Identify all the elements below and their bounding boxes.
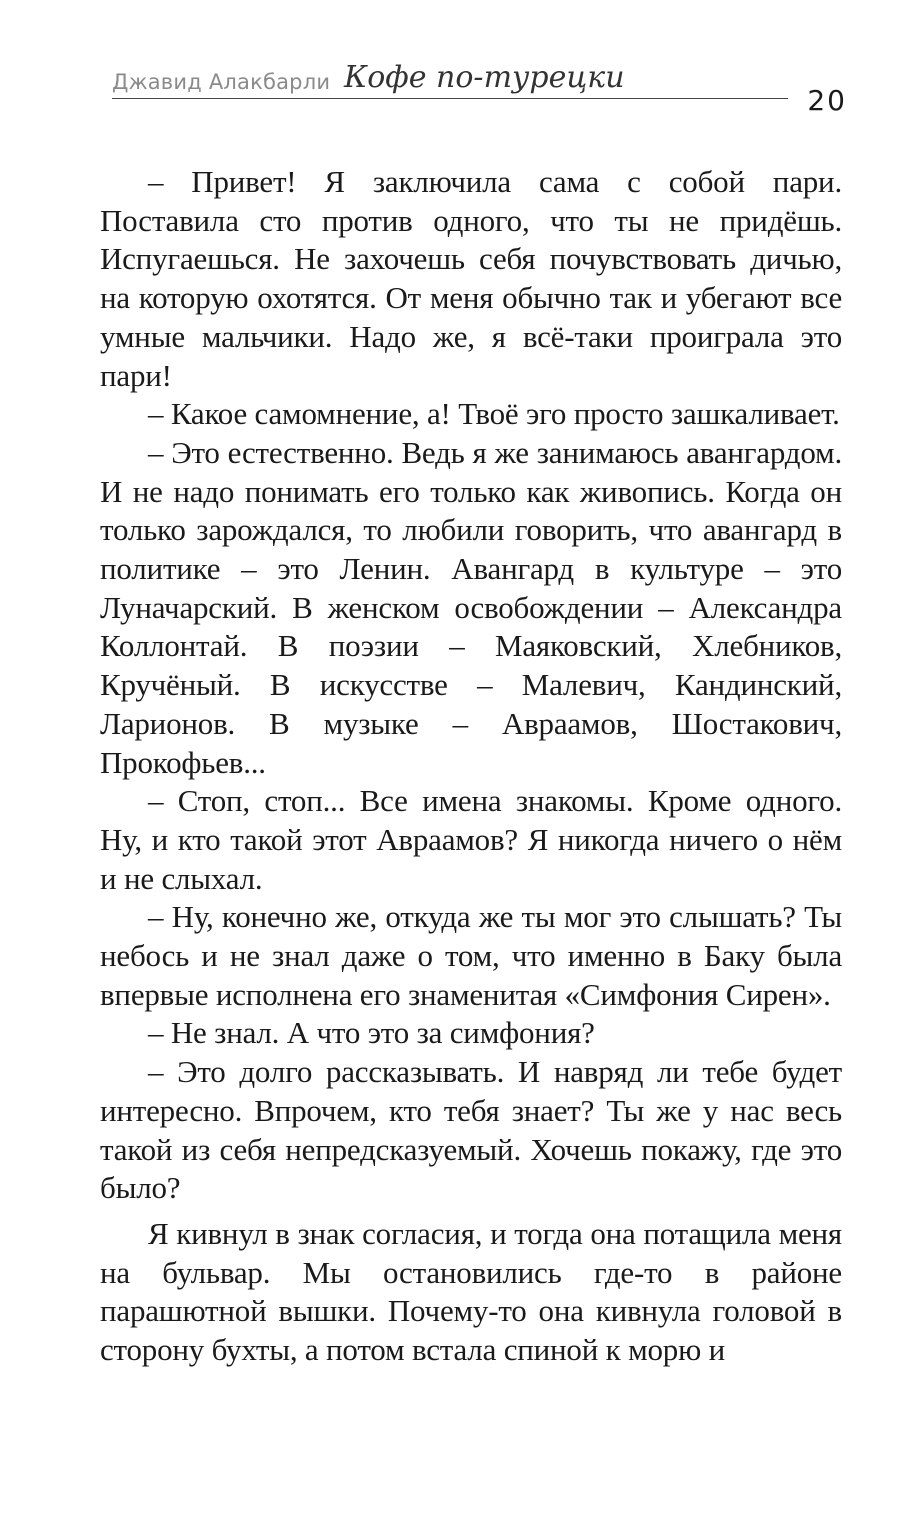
- paragraph: Я кивнул в знак согласия, и тогда она потащила меня на бульвар. Мы остановились где-то в районе парашютной вышки. Почему-то она кивнула головой в сторону бухты, а потом встала спиной к морю и: [100, 1215, 842, 1368]
- paragraph: – Это долго рассказывать. И навряд ли тебе будет интересно. Впрочем, кто тебя знает? Ты же у нас весь такой из себя непредсказуемый. Хочешь покажу, где это было?: [100, 1054, 842, 1206]
- paragraph: – Это естественно. Ведь я же занимаюсь авангардом. И не надо понимать его только как живопись. Когда он только зарождался, то любили говорить, что авангард в политике – это Ленин. Авангард в культуре – это Луначарский. В женском освобождении – Александра Коллонтай. В поэзии – Маяковский, Хлебников, Кручёный. В искусстве – Малевич, Кандинский, Ларионов. В музыке – Авраамов, Шостакович, Прокофьев...: [100, 434, 842, 780]
- paragraph: – Ну, конечно же, откуда же ты мог это слышать? Ты небось и не знал даже о том, что именно в Баку была впервые исполнена его знаменитая «Симфония Сирен».: [100, 899, 842, 1012]
- running-header-author: Джавид Алакбарли: [112, 70, 331, 94]
- paragraph: – Стоп, стоп... Все имена знакомы. Кроме одного. Ну, и кто такой этот Авраамов? Я никогда ничего о нём и не слыхал.: [100, 783, 842, 896]
- page-body: [100, 163, 842, 1370]
- paragraph: – Какое самомнение, а! Твоё эго просто зашкаливает.: [148, 396, 840, 432]
- header-divider: [112, 98, 788, 99]
- running-header-book-title: Кофе по-турецки: [344, 60, 625, 95]
- paragraph: – Не знал. А что это за симфония?: [148, 1015, 595, 1051]
- running-header: [112, 58, 847, 118]
- page-number: 20: [807, 84, 847, 117]
- paragraph: – Привет! Я заключила сама с собой пари. Поставила сто против одного, что ты не придёшь. Испугаешься. Не захочешь себя почувствовать дичью, на которую охотятся. От меня обычно так и убегают все умные мальчики. Надо же, я всё-таки проиграла это пари!: [100, 164, 842, 393]
